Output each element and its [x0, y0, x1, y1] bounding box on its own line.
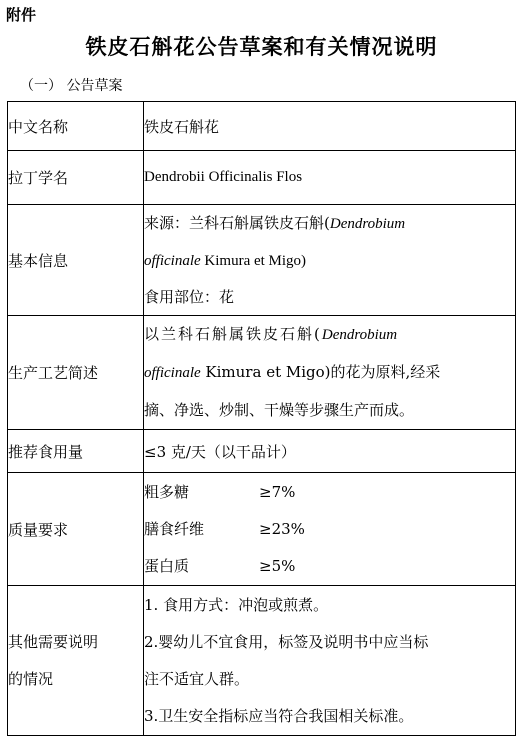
table-row-quality [8, 473, 516, 586]
source-line-2 [144, 242, 515, 279]
row-value [144, 586, 516, 736]
announcement-table [7, 101, 516, 736]
row-label: 质量要求 [8, 473, 144, 586]
quality-item [144, 548, 515, 585]
species-genus: Dendrobium [329, 216, 406, 232]
species-epithet: officinale [144, 253, 201, 269]
note-line: 3.卫生安全指标应当符合我国相关标准。 [144, 706, 414, 725]
table-row-process [8, 316, 516, 430]
quality-value: ≥7% [259, 482, 296, 501]
row-label: 推荐食用量 [8, 430, 144, 473]
table-row-chinese-name [8, 102, 516, 151]
source-line [144, 205, 515, 242]
row-label: 基本信息 [8, 205, 144, 316]
edible-part-line: 食用部位：花 [144, 288, 235, 306]
table-row-basic-info [8, 205, 516, 316]
table-row-other-notes [8, 586, 516, 736]
quality-value: ≥23% [259, 519, 305, 538]
document-title: 铁皮石斛花公告草案和有关情况说明 [85, 35, 438, 59]
source-prefix: 来源：兰科石斛属铁皮石斛( [144, 214, 330, 232]
quality-item [144, 511, 515, 548]
table-row-latin-name [8, 151, 516, 205]
process-rest: Kimura et Migo)的花为原料,经采 [200, 363, 441, 381]
quality-value: ≥5% [259, 556, 296, 575]
row-label: 拉丁学名 [8, 151, 144, 205]
note-line: 注不适宜人群。 [144, 669, 250, 688]
species-genus: Dendrobium [321, 327, 398, 343]
row-value [144, 316, 516, 430]
row-value: ≤3 克/天（以干品计） [144, 430, 516, 473]
row-value [144, 473, 516, 586]
row-label-line-1: 其他需要说明 [8, 632, 99, 651]
quality-name: 蛋白质 [144, 556, 190, 575]
species-authority: Kimura et Migo) [200, 253, 307, 269]
quality-name: 粗多糖 [144, 482, 190, 501]
attachment-label: 附件 [6, 6, 37, 24]
note-line: 2.婴幼儿不宜食用，标签及说明书中应当标 [144, 632, 429, 651]
section-heading: （一） 公告草案 [20, 78, 123, 94]
row-value: Dendrobii Officinalis Flos [144, 151, 516, 205]
row-label: 中文名称 [8, 102, 144, 151]
process-line-1 [144, 316, 515, 354]
row-value [144, 205, 516, 316]
row-label-line-2: 的情况 [8, 669, 54, 688]
process-prefix: 以兰科石斛属铁皮石斛( [144, 325, 322, 343]
quality-name: 膳食纤维 [144, 519, 205, 538]
process-line-2 [144, 354, 515, 392]
note-line: 1. 食用方式：冲泡或煎煮。 [144, 595, 329, 614]
species-epithet: officinale [144, 365, 201, 381]
row-value: 铁皮石斛花 [144, 102, 516, 151]
process-line-3: 摘、净选、炒制、干燥等步骤生产而成。 [144, 401, 415, 419]
table-row-recommended-intake [8, 430, 516, 473]
row-label: 生产工艺简述 [8, 316, 144, 430]
row-label [8, 586, 144, 736]
quality-item [144, 474, 515, 511]
